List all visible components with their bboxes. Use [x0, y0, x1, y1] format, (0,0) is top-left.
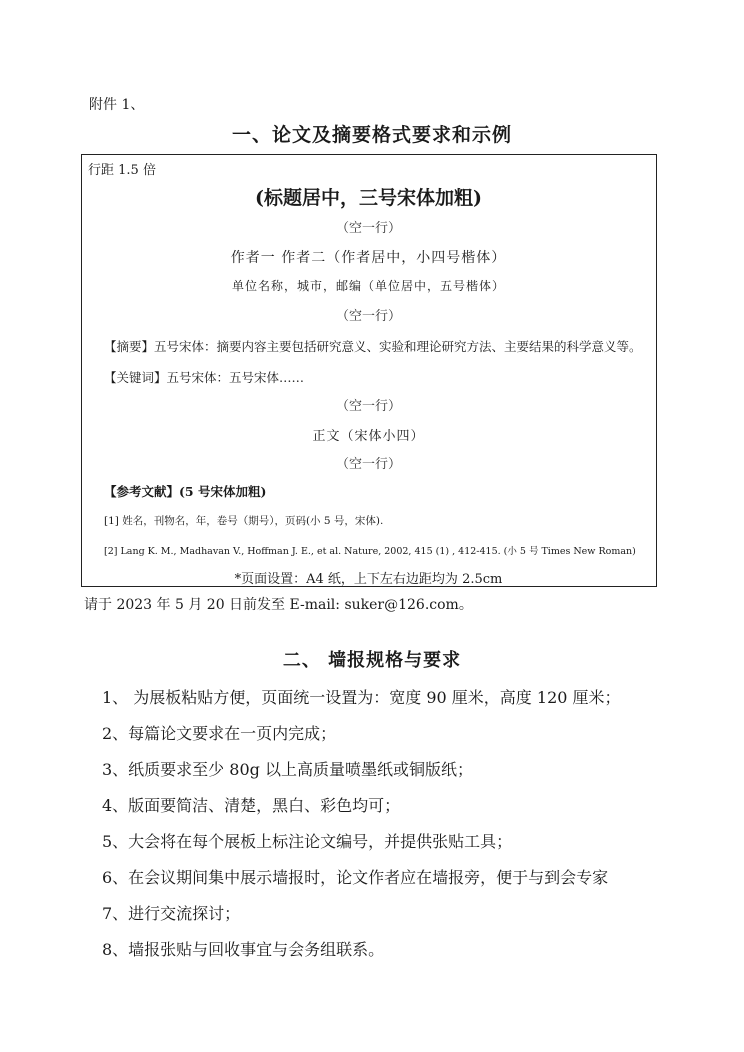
format-example-box: [81, 154, 657, 587]
sample-body-text: 正文（宋体小四）: [312, 429, 425, 444]
section2-title: 二、 墙报规格与要求: [282, 650, 462, 671]
list-item: 2、每篇论文要求在一页内完成；: [102, 724, 337, 743]
page-setup-note: *页面设置：A4 纸，上下左右边距均为 2.5cm: [234, 572, 503, 587]
requirements-list: [102, 684, 621, 972]
reference-item: [1] 姓名，刊物名，年，卷号（期号），页码(小 5 号，宋体).: [104, 515, 384, 527]
attachment-label: 附件 1、: [89, 97, 145, 113]
reference-item: [2] Lang K. M., Madhavan V., Hoffman J. E., et al. Nature, 2002, 415 (1) , 412-415. (小 5 号 Times New Roman): [104, 546, 636, 557]
sample-keywords: 【关键词】五号宋体：五号宋体……: [104, 370, 305, 385]
blank-line-2: （空一行）: [335, 309, 401, 324]
blank-line-3: （空一行）: [335, 399, 401, 414]
list-item: 7、进行交流探讨；: [102, 904, 241, 923]
sample-affiliation: 单位名称，城市，邮编（单位居中，五号楷体）: [231, 279, 505, 293]
line-spacing-note: 行距 1.5 倍: [88, 163, 156, 178]
references-heading: 【参考文献】(5 号宋体加粗): [104, 484, 267, 499]
submission-note: 请于 2023 年 5 月 20 日前发至 E-mail: suker@126.com。: [84, 597, 473, 613]
sample-abstract: 【摘要】五号宋体：摘要内容主要包括研究意义、实验和理论研究方法、主要结果的科学意义等。: [104, 339, 642, 354]
sample-title: (标题居中，三号宋体加粗): [255, 187, 482, 209]
list-item: 1、 为展板粘贴方便，页面统一设置为：宽度 90 厘米，高度 120 厘米；: [102, 688, 621, 707]
list-item: 5、大会将在每个展板上标注论文编号，并提供张贴工具；: [102, 832, 513, 851]
list-item: 4、版面要简洁、清楚，黑白、彩色均可；: [102, 796, 401, 815]
sample-authors: 作者一 作者二（作者居中，小四号楷体）: [230, 250, 507, 266]
blank-line-4: （空一行）: [335, 457, 401, 472]
section1-title: 一、论文及摘要格式要求和示例: [231, 124, 512, 146]
list-item: 8、墙报张贴与回收事宜与会务组联系。: [102, 940, 385, 959]
blank-line-1: （空一行）: [335, 221, 401, 236]
list-item: 3、纸质要求至少 80g 以上高质量喷墨纸或铜版纸；: [102, 760, 473, 779]
list-item: 6、在会议期间集中展示墙报时，论文作者应在墙报旁，便于与到会专家: [102, 868, 609, 887]
